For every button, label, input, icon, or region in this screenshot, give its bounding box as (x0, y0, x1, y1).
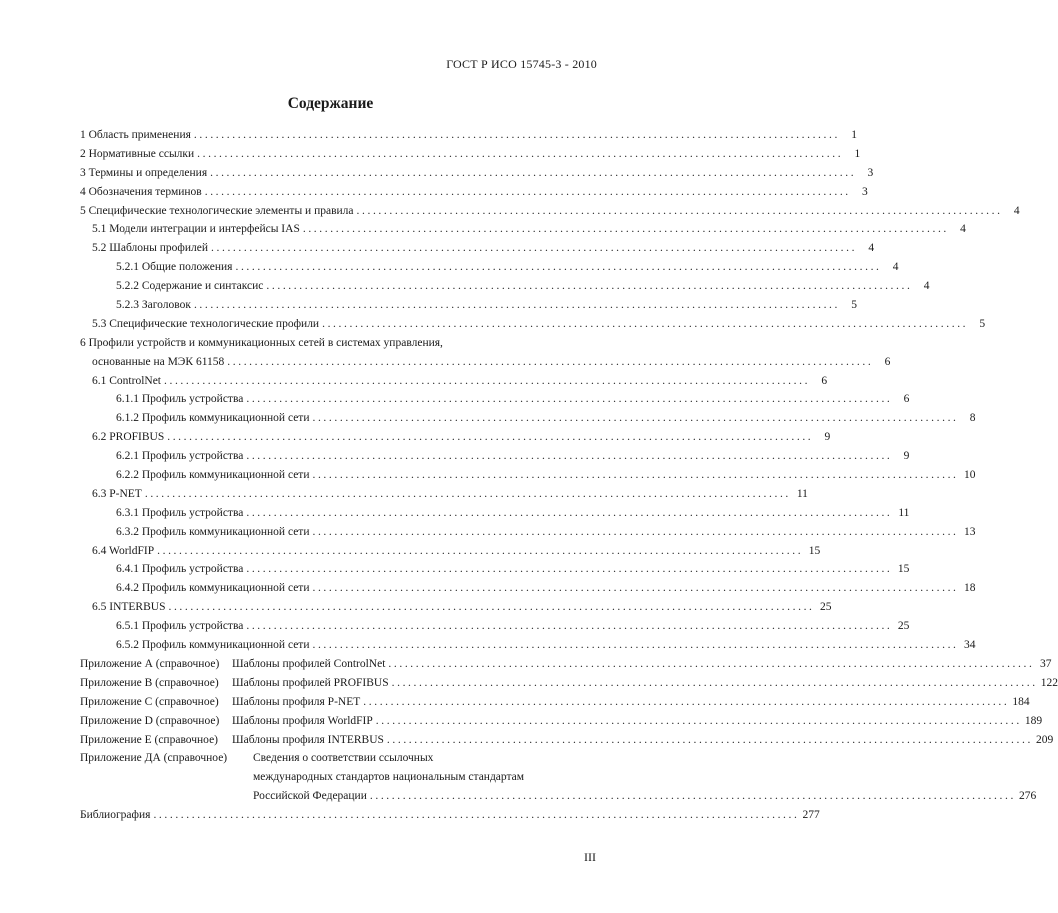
toc-entry-page: 25 (820, 601, 832, 614)
dot-leader: ...................................................................................................................... (386, 733, 1033, 746)
dot-leader: ...................................................................................................................... (157, 544, 804, 557)
dot-leader: ...................................................................................................................... (246, 393, 893, 406)
toc-entry[interactable] (80, 202, 1020, 221)
dot-leader: ...................................................................................................................... (312, 412, 959, 425)
toc-entry[interactable] (80, 220, 966, 239)
toc-appendix-entry[interactable] (80, 674, 1058, 693)
toc-entry-label: 6.5.1 Профиль устройства (116, 620, 244, 633)
dot-leader: ...................................................................................................................... (246, 506, 893, 519)
toc-entry-label: 5.2.2 Содержание и синтаксис (116, 280, 264, 293)
document-header: ГОСТ Р ИСО 15745-3 - 2010 (446, 57, 597, 71)
toc-entry-label: 6.1.2 Профиль коммуникационной сети (116, 412, 310, 425)
dot-leader: ...................................................................................................................... (193, 299, 841, 312)
dot-leader: ...................................................................................................................... (322, 317, 969, 330)
toc-entry-label: 6.2.1 Профиль устройства (116, 450, 244, 463)
appendix-prefix: Приложение ДА (справочное) (80, 752, 228, 765)
toc-entry-page: 11 (898, 506, 910, 519)
page-number: III (584, 850, 596, 864)
toc-entry[interactable] (80, 183, 868, 202)
toc-entry[interactable] (80, 145, 861, 164)
toc-appendix-entry[interactable] (80, 749, 600, 768)
dot-leader: ...................................................................................................................... (375, 714, 1022, 727)
toc-entry-page: 5 (851, 299, 858, 312)
toc-entry-label: 6.1 ControlNet (92, 374, 161, 387)
toc-entry-page: 15 (897, 563, 910, 576)
toc-entry-page: 9 (903, 450, 910, 463)
toc-entry-page: 18 (964, 582, 976, 595)
toc-entry-page: 11 (796, 487, 808, 500)
dot-leader: ...................................................................................................................... (211, 242, 858, 255)
toc-entry-label: 1 Область применения (80, 129, 191, 141)
toc-entry-label: 5.2 Шаблоны профилей (92, 242, 209, 255)
toc-entry[interactable] (80, 617, 910, 636)
toc-entry[interactable] (80, 409, 976, 428)
dot-leader: ...................................................................................................................... (167, 431, 814, 444)
dot-leader: ...................................................................................................................... (363, 695, 1010, 708)
toc-entry-label: 6.3.2 Профиль коммуникационной сети (116, 525, 310, 538)
dot-leader: ...................................................................................................................... (246, 563, 893, 576)
toc-entry-page: 4 (960, 223, 966, 236)
toc-entry[interactable] (80, 334, 600, 353)
toc-entry-page: 276 (1018, 790, 1037, 803)
toc-entry-page: 189 (1024, 714, 1043, 727)
toc-entry-label: 5.2.1 Общие положения (116, 261, 233, 274)
toc-entry-page: 122 (1040, 676, 1058, 689)
toc-entry[interactable] (80, 239, 875, 258)
toc-entry-label: 5.2.3 Заголовок (116, 299, 191, 312)
toc-entry-page: 10 (964, 469, 976, 482)
toc-entry-label: 6 Профили устройств и коммуникационных сетей в системах управления, (80, 336, 443, 349)
toc-entry-page: 15 (808, 544, 821, 557)
dot-leader: ...................................................................................................................... (312, 469, 959, 482)
toc-entry-label: Российской Федерации (253, 790, 367, 803)
toc-entry-page: 1 (851, 129, 857, 141)
dot-leader: ...................................................................................................................... (227, 355, 874, 368)
toc-entry-page: 9 (824, 431, 831, 444)
dot-leader: ...................................................................................................................... (168, 601, 815, 614)
toc-entry[interactable] (80, 164, 874, 183)
toc-entry-label: 6.5 INTERBUS (92, 601, 166, 614)
toc-entry[interactable] (80, 372, 828, 391)
toc-entry[interactable] (80, 353, 891, 372)
toc-entry[interactable] (80, 806, 820, 825)
toc-appendix-entry[interactable] (80, 712, 1043, 731)
toc-entry-page: 8 (969, 412, 976, 425)
dot-leader: ...................................................................................................................... (204, 185, 851, 198)
toc-entry-label: 3 Термины и определения (80, 166, 208, 179)
toc-entry-page: 6 (821, 374, 828, 387)
table-of-contents (80, 126, 1058, 825)
toc-entry-page: 1 (854, 147, 861, 160)
toc-entry-page: 6 (903, 393, 910, 406)
toc-appendix-entry[interactable] (80, 655, 1052, 674)
appendix-prefix: Приложение В (справочное) (80, 676, 219, 689)
dot-leader: ...................................................................................................................... (144, 487, 791, 500)
toc-appendix-continuation (80, 768, 600, 787)
toc-entry-page: 184 (1012, 695, 1030, 708)
toc-entry-label: 6.3.1 Профиль устройства (116, 506, 244, 519)
toc-entry-label: 4 Обозначения терминов (80, 185, 202, 198)
toc-appendix-entry[interactable] (80, 731, 1054, 750)
dot-leader: ...................................................................................................................... (302, 223, 949, 236)
toc-entry[interactable] (80, 390, 910, 409)
toc-entry-page: 209 (1035, 733, 1054, 746)
dot-leader: ...................................................................................................................... (246, 450, 893, 463)
toc-entry-label: основанные на МЭК 61158 (92, 355, 225, 368)
toc-entry[interactable] (80, 636, 976, 655)
dot-leader: ...................................................................................................................... (356, 204, 1003, 217)
toc-entry[interactable] (80, 277, 930, 296)
appendix-prefix: Приложение Е (справочное) (80, 733, 219, 746)
toc-entry-page: 4 (892, 261, 899, 274)
appendix-title: Шаблоны профиля WorldFIP (232, 714, 373, 727)
dot-leader: ...................................................................................................................... (210, 166, 857, 179)
toc-entry-label: 6.3 P-NET (92, 487, 142, 500)
toc-entry-page: 4 (868, 242, 875, 255)
toc-entry[interactable] (80, 598, 832, 617)
dot-leader: ...................................................................................................................... (266, 280, 913, 293)
toc-entry-label: 5 Специфические технологические элементы и правила (80, 204, 354, 217)
toc-entry-label: 6.2.2 Профиль коммуникационной сети (116, 469, 310, 482)
dot-leader: ...................................................................................................................... (388, 657, 1035, 670)
appendix-prefix: Приложение С (справочное) (80, 695, 219, 708)
dot-leader: ...................................................................................................................... (153, 809, 800, 822)
toc-appendix-entry[interactable] (80, 693, 1030, 712)
toc-entry-page: 4 (923, 280, 930, 293)
toc-entry[interactable] (80, 258, 899, 277)
toc-entry[interactable] (80, 504, 910, 523)
toc-entry-label: 5.3 Специфические технологические профили (92, 317, 320, 330)
toc-entry-page: 3 (867, 166, 874, 179)
page-title: Содержание (287, 95, 374, 112)
toc-entry[interactable] (80, 542, 821, 561)
appendix-title: Шаблоны профиля P-NET (232, 695, 361, 708)
toc-entry-page: 25 (897, 620, 910, 633)
toc-entry-label: 6.1.1 Профиль устройства (116, 393, 244, 406)
toc-entry-label: международных стандартов национальным стандартам (253, 771, 525, 784)
dot-leader: ...................................................................................................................... (246, 620, 893, 633)
toc-entry[interactable] (80, 126, 857, 145)
appendix-title: Сведения о соответствии ссылочных (253, 752, 434, 765)
toc-entry-label: 6.2 PROFIBUS (92, 431, 165, 444)
toc-entry-label: 6.4 WorldFIP (92, 544, 155, 557)
toc-entry-page: 37 (1039, 657, 1052, 670)
dot-leader: ...................................................................................................................... (312, 639, 959, 652)
toc-entry-label: 2 Нормативные ссылки (80, 147, 195, 160)
appendix-prefix: Приложение D (справочное) (80, 714, 220, 727)
dot-leader: ...................................................................................................................... (193, 129, 840, 141)
toc-entry[interactable] (80, 315, 986, 334)
toc-entry[interactable] (80, 466, 976, 485)
dot-leader: ...................................................................................................................... (164, 374, 811, 387)
dot-leader: ...................................................................................................................... (235, 261, 882, 274)
appendix-title: Шаблоны профилей ControlNet (232, 657, 386, 670)
appendix-title: Шаблоны профилей PROFIBUS (232, 676, 389, 689)
toc-entry[interactable] (80, 560, 910, 579)
toc-entry[interactable] (80, 485, 808, 504)
dot-leader: ...................................................................................................................... (312, 525, 959, 538)
appendix-prefix: Приложение А (справочное) (80, 657, 220, 670)
toc-entry-label: Библиография (80, 809, 151, 822)
toc-entry-page: 6 (884, 355, 891, 368)
toc-entry[interactable] (80, 579, 976, 598)
toc-entry[interactable] (80, 523, 976, 542)
toc-entry-page: 34 (964, 639, 976, 652)
appendix-title: Шаблоны профиля INTERBUS (232, 733, 384, 746)
toc-entry[interactable] (80, 447, 910, 466)
toc-entry-page: 5 (979, 317, 986, 330)
toc-entry-label: 6.4.2 Профиль коммуникационной сети (116, 582, 310, 595)
dot-leader: ...................................................................................................................... (391, 676, 1038, 689)
toc-entry-label: 6.5.2 Профиль коммуникационной сети (116, 639, 310, 652)
toc-entry[interactable] (80, 296, 858, 315)
toc-entry-page: 277 (802, 809, 820, 822)
dot-leader: ...................................................................................................................... (369, 790, 1016, 803)
toc-entry-page: 4 (1013, 204, 1020, 217)
toc-entry[interactable] (80, 428, 831, 447)
toc-entry-label: 6.4.1 Профиль устройства (116, 563, 244, 576)
toc-entry-page: 13 (964, 525, 976, 538)
dot-leader: ...................................................................................................................... (197, 147, 844, 160)
toc-appendix-continuation[interactable] (80, 787, 1037, 806)
dot-leader: ...................................................................................................................... (312, 582, 959, 595)
toc-entry-label: 5.1 Модели интеграции и интерфейсы IAS (92, 223, 300, 236)
toc-entry-page: 3 (862, 185, 868, 198)
